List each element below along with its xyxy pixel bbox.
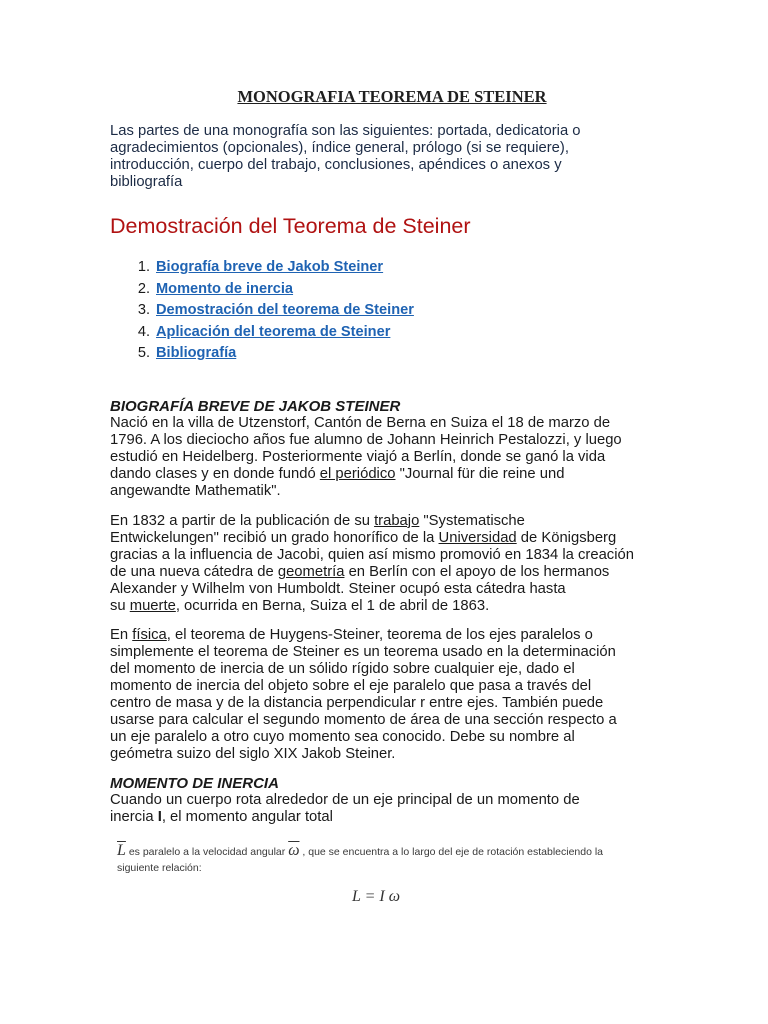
section-heading: Demostración del Teorema de Steiner: [110, 214, 471, 238]
bio-paragraph-3: En física, el teorema de Huygens-Steiner, teorema de los ejes paralelos o simplemente el teorema de Steiner es un teorema usado en la determinación del momento de inercia de un sólido rígido sobre cualquier eje, dado el momento de inercia del objeto sobre el eje paralelo que pasa a través del centro de masa y de la distancia perpendicular r entre ejes. También puede usarse para calcular el segundo momento de área de una sección respecto a un eje paralelo a otro cuyo momento sea conocido. Debe su nombre al geómetra suizo del siglo XIX Jakob Steiner.: [110, 627, 617, 762]
toc-item: 1. Biografía breve de Jakob Steiner: [137, 259, 384, 275]
formula-text-line-2: siguiente relación:: [117, 862, 202, 874]
toc-link-bibliografia[interactable]: Bibliografía: [156, 345, 237, 362]
toc-item: 4. Aplicación del teorema de Steiner: [137, 323, 391, 340]
angular-momentum-equation: L = I ω: [352, 888, 401, 905]
inertia-heading: MOMENTO DE INERCIA: [110, 775, 279, 792]
formula-text-line-1: $\overline{L}$ es paralelo a la velocidad angular $\overline{\omega}$ , que se encuentra a lo largo del eje de rotación estableciendo la: [117, 842, 604, 859]
toc-item: 2. Momento de inercia: [137, 280, 294, 297]
toc-link-momento-inercia[interactable]: Momento de inercia: [156, 280, 294, 297]
angular-velocity-symbol: $\overline{\omega}$: [288, 842, 300, 859]
intro-paragraph: Las partes de una monografía son las siguientes: portada, dedicatoria o agradecimientos (opcionales), índice general, prólogo (si se requiere), introducción, cuerpo del trabajo, conclusiones, apéndices o anexos y bibliografía: [110, 123, 581, 190]
page-title: MONOGRAFIA TEOREMA DE STEINER: [237, 87, 547, 106]
toc-link-demostracion[interactable]: Demostración del teorema de Steiner: [156, 302, 414, 319]
inertia-paragraph: Cuando un cuerpo rota alrededor de un eje principal de un momento de inercia I, el momento angular total: [110, 792, 580, 825]
toc-item: 5. Bibliografía: [137, 345, 237, 362]
link-universidad[interactable]: Universidad: [438, 530, 517, 546]
table-of-contents: [110, 257, 414, 365]
angular-momentum-symbol: $\overline{L}$: [117, 842, 126, 859]
bio-paragraph-2: En 1832 a partir de la publicación de su trabajo "Systematische Entwickelungen" recibió un grado honorífico de la Universidad de Königsberg gracias a la influencia de Jacobi, quien así mismo promovió en 1834 la creación de una nueva cátedra de geometría en Berlín con el apoyo de los hermanos Alexander y Wilhelm von Humboldt. Steiner ocupó esta cátedra hasta su muerte, ocurrida en Berna, Suiza el 1 de abril de 1863.: [110, 513, 634, 614]
toc-item: 3. Demostración del teorema de Steiner: [137, 302, 414, 319]
link-muerte[interactable]: muerte: [129, 598, 176, 614]
link-el-periodico[interactable]: el periódico: [319, 466, 396, 482]
toc-link-aplicacion[interactable]: Aplicación del teorema de Steiner: [156, 323, 391, 340]
bio-paragraph-1: Nació en la villa de Utzenstorf, Cantón de Berna en Suiza el 18 de marzo de 1796. A los dieciocho años fue alumno de Johann Heinrich Pestalozzi, y luego estudió en Heidelberg. Posteriormente viajó a Berlín, donde se ganó la vida dando clases y en donde fundó el periódico "Journal für die reine und angewandte Mathematik".: [110, 415, 622, 499]
link-trabajo[interactable]: trabajo: [374, 513, 420, 529]
link-geometria[interactable]: geometría: [277, 564, 345, 580]
toc-link-biografia[interactable]: Biografía breve de Jakob Steiner: [156, 259, 384, 275]
bio-heading: BIOGRAFÍA BREVE DE JAKOB STEINER: [110, 398, 401, 415]
formula-image: [117, 842, 677, 912]
link-fisica[interactable]: física: [132, 627, 167, 643]
